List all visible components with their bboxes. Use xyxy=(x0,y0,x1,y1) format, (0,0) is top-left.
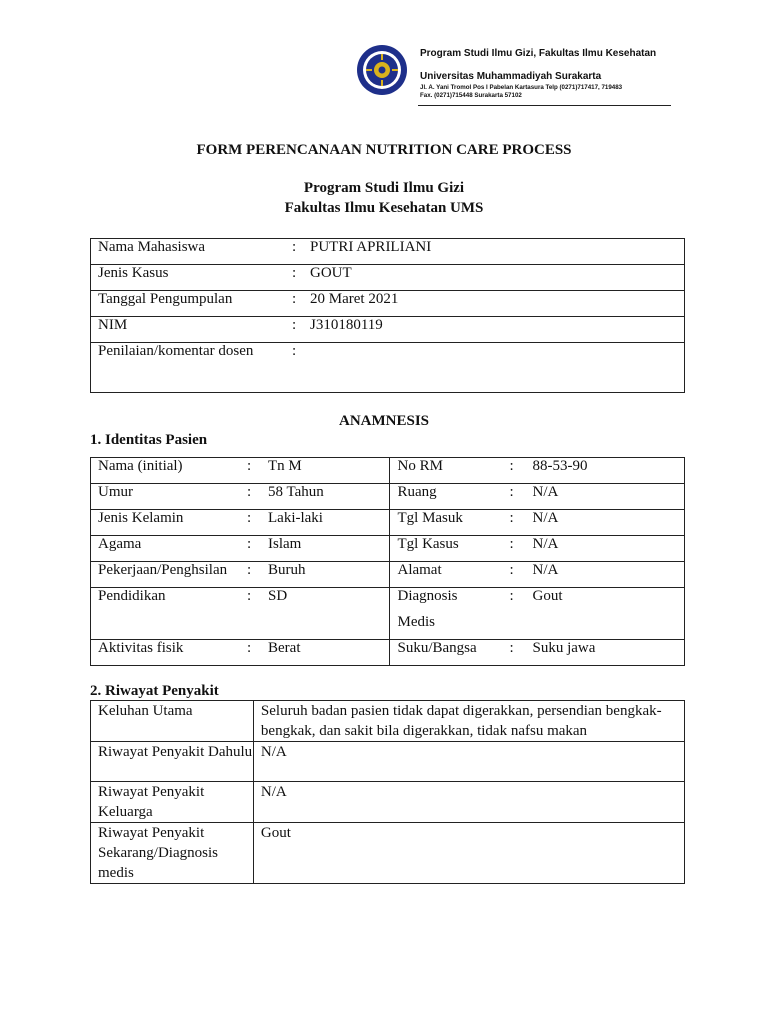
table-row xyxy=(91,317,684,342)
table-row xyxy=(390,536,684,561)
submission-date-value: 20 Maret 2021 xyxy=(310,291,399,307)
field-label: Tgl Kasus xyxy=(397,536,459,552)
colon: : xyxy=(247,588,252,604)
field-value: Seluruh badan pasien tidak dapat digerakkan, persendian bengkak-bengkak, dan sakit bila digerakkan, tidak nafsu makan xyxy=(253,701,684,742)
field-label: Nama (initial) xyxy=(98,458,183,474)
colon: : xyxy=(247,640,252,656)
field-label: Penilaian/komentar dosen xyxy=(98,343,254,359)
table-row xyxy=(91,588,389,639)
field-value: N/A xyxy=(532,484,559,500)
field-label: Suku/Bangsa xyxy=(397,640,477,656)
table-row xyxy=(390,640,684,665)
field-label: Riwayat Penyakit Sekarang/Diagnosis medis xyxy=(91,823,254,884)
field-value: SD xyxy=(268,588,288,604)
field-value: Berat xyxy=(268,640,301,656)
field-value: N/A xyxy=(253,742,684,782)
field-value: Gout xyxy=(253,823,684,884)
student-info-table xyxy=(90,238,685,393)
field-value: 88-53-90 xyxy=(532,458,588,474)
section-heading-identitas: 1. Identitas Pasien xyxy=(90,432,208,448)
letterhead-address: Jl. A. Yani Tromol Pos I Pabelan Kartasura Telp (0271)717417, 719483 Fax. (0271)715448 Surakarta 57102 xyxy=(420,84,623,99)
table-row xyxy=(91,291,684,316)
colon: : xyxy=(292,291,297,307)
colon: : xyxy=(292,265,297,281)
field-label: Ruang xyxy=(397,484,437,500)
field-label: Pekerjaan/Penghsilan xyxy=(98,562,228,578)
table-row xyxy=(91,640,389,665)
medical-history-table xyxy=(90,700,685,884)
field-label: Umur xyxy=(98,484,133,500)
form-title: FORM PERENCANAAN NUTRITION CARE PROCESS xyxy=(196,142,572,158)
colon: : xyxy=(247,458,252,474)
field-label: Tanggal Pengumpulan xyxy=(98,291,233,307)
section-heading-riwayat: 2. Riwayat Penyakit xyxy=(90,683,219,699)
table-row xyxy=(390,588,684,639)
field-label: Tgl Masuk xyxy=(397,510,463,526)
nim-value: J310180119 xyxy=(310,317,383,333)
student-name-value: PUTRI APRILIANI xyxy=(310,239,432,255)
field-value: Tn M xyxy=(268,458,302,474)
colon: : xyxy=(509,510,514,526)
patient-identity-table xyxy=(90,457,685,666)
field-label: Pendidikan xyxy=(98,588,166,604)
colon: : xyxy=(292,239,297,255)
university-logo xyxy=(356,44,408,96)
colon: : xyxy=(247,510,252,526)
table-row xyxy=(390,484,684,509)
field-label: Agama xyxy=(98,536,142,552)
table-row xyxy=(91,782,685,823)
table-row xyxy=(91,823,685,884)
letterhead-divider xyxy=(418,105,671,106)
case-type-value: GOUT xyxy=(310,265,352,281)
field-value: N/A xyxy=(532,536,559,552)
colon: : xyxy=(247,562,252,578)
colon: : xyxy=(509,588,514,604)
table-row xyxy=(91,343,684,392)
field-label: Keluhan Utama xyxy=(91,701,254,742)
field-label: Riwayat Penyakit Keluarga xyxy=(91,782,254,823)
colon: : xyxy=(509,536,514,552)
colon: : xyxy=(509,562,514,578)
field-label: Jenis Kelamin xyxy=(98,510,184,526)
field-value: Laki-laki xyxy=(268,510,323,526)
field-value: Buruh xyxy=(268,562,306,578)
field-value: Gout xyxy=(532,588,563,604)
table-row xyxy=(91,536,389,561)
letterhead-university: Universitas Muhammadiyah Surakarta xyxy=(420,71,602,82)
field-value: N/A xyxy=(532,562,559,578)
table-row xyxy=(91,742,685,782)
colon: : xyxy=(509,458,514,474)
field-value: 58 Tahun xyxy=(268,484,324,500)
program-subtitle: Program Studi Ilmu Gizi xyxy=(303,180,465,196)
colon: : xyxy=(247,536,252,552)
colon: : xyxy=(509,484,514,500)
field-label: Nama Mahasiswa xyxy=(98,239,206,255)
table-row xyxy=(91,510,389,535)
colon: : xyxy=(292,317,297,333)
field-label: Jenis Kasus xyxy=(98,265,169,281)
table-row xyxy=(91,458,389,483)
letterhead-program: Program Studi Ilmu Gizi, Fakultas Ilmu Kesehatan xyxy=(420,48,657,59)
field-label-continued: Medis xyxy=(397,614,435,630)
field-label: No RM xyxy=(397,458,443,474)
table-row xyxy=(390,562,684,587)
table-row xyxy=(91,562,389,587)
table-row xyxy=(390,458,684,483)
table-row xyxy=(91,701,685,742)
table-row xyxy=(91,239,684,264)
field-value: Suku jawa xyxy=(532,640,596,656)
table-row xyxy=(91,265,684,290)
table-row xyxy=(91,484,389,509)
field-label: NIM xyxy=(98,317,128,333)
field-label: Aktivitas fisik xyxy=(98,640,184,656)
field-value: Islam xyxy=(268,536,302,552)
colon: : xyxy=(509,640,514,656)
field-label: Riwayat Penyakit Dahulu xyxy=(91,742,254,782)
faculty-subtitle: Fakultas Ilmu Kesehatan UMS xyxy=(284,200,484,216)
field-value: N/A xyxy=(253,782,684,823)
field-label: Diagnosis xyxy=(397,588,458,604)
table-row xyxy=(390,510,684,535)
colon: : xyxy=(247,484,252,500)
field-value: N/A xyxy=(532,510,559,526)
field-label: Alamat xyxy=(397,562,442,578)
colon: : xyxy=(292,343,297,359)
anamnesis-heading: ANAMNESIS xyxy=(338,413,429,429)
